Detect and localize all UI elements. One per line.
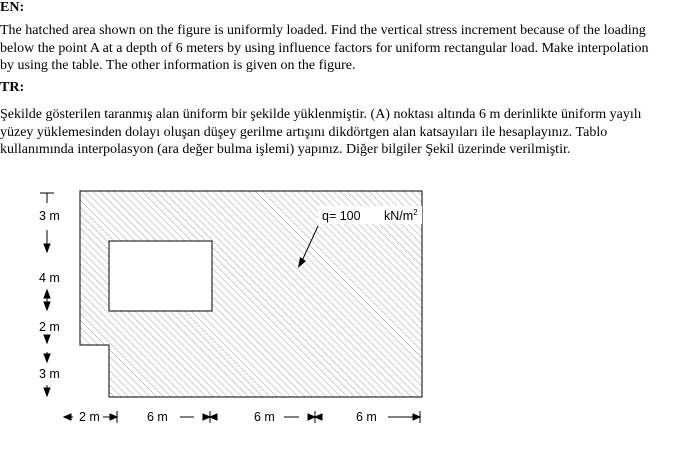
en-line: by using the table. The other information is given on the figure. <box>0 58 356 73</box>
tr-line: kullanımında interpolasyon (ara değer bulma işlemi) yapınız. Diğer bilgiler Şekil üzerinde verilmiştir. <box>0 142 571 157</box>
en-paragraph <box>0 22 693 75</box>
load-unit: $kN/m^2$ <box>384 208 418 223</box>
loaded-area-figure <box>0 185 693 459</box>
dim-v-4: 3 m <box>39 367 60 381</box>
tr-line: yüzey yüklemesinden dolayı oluşan düşey gerilme artışını dikdörtgen alan katsayıları ile hesaplayınız. Tablo <box>0 124 608 140</box>
dim-h-1: 2 m <box>79 410 100 424</box>
tr-line: Şekilde gösterilen taranmış alan üniform bir şekilde yüklenmiştir. (A) noktası altında 6 m derinlikte üniform yayılı <box>0 107 642 122</box>
dim-v-3: 2 m <box>39 320 60 334</box>
dim-h-2: 6 m <box>147 410 168 424</box>
tr-label: TR: <box>0 80 25 95</box>
en-line: The hatched area shown on the figure is uniformly loaded. Find the vertical stress increment because of the loading <box>0 23 646 38</box>
en-line: below the point A at a depth of 6 meters by using influence factors for uniform rectangular load. Make interpolation <box>0 40 649 56</box>
dim-v-2: 4 m <box>39 271 60 285</box>
dim-h-4: 6 m <box>356 410 377 424</box>
load-value: q= 100 <box>322 209 361 223</box>
en-label: EN: <box>0 0 25 15</box>
dim-h-3: 6 m <box>254 410 275 424</box>
vertical-dimension-chain <box>40 193 54 396</box>
tr-paragraph <box>0 106 693 159</box>
dim-v-1: 3 m <box>39 209 60 223</box>
